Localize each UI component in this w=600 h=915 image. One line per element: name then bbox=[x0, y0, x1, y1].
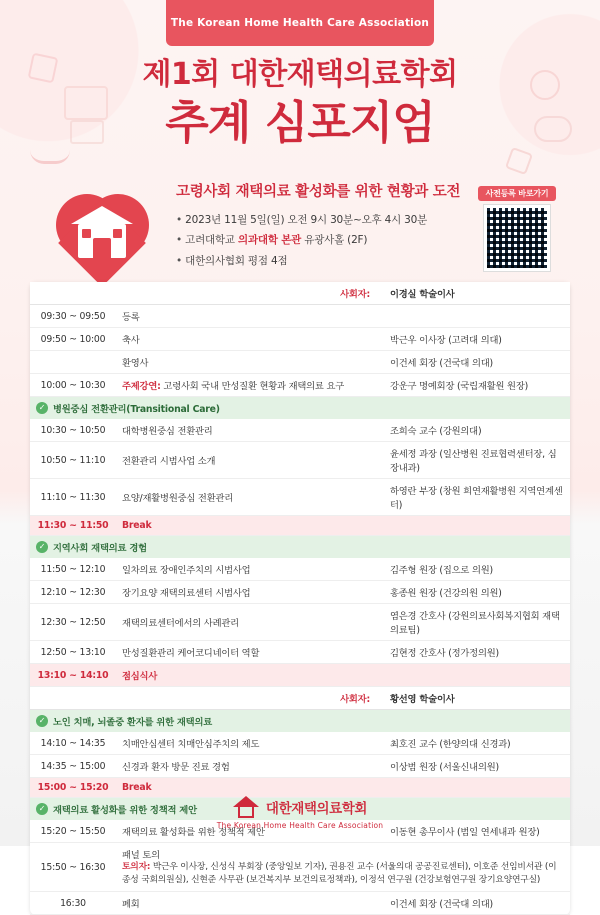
chair-name: 이경실 학술이사 bbox=[384, 282, 570, 305]
check-icon: ✓ bbox=[36, 541, 48, 553]
session-time: 11:50 ~ 12:10 bbox=[30, 558, 116, 581]
program-break-row bbox=[30, 778, 570, 798]
program-section-header bbox=[30, 397, 570, 420]
title-block bbox=[0, 58, 600, 148]
chair-name: 황선영 학술이사 bbox=[384, 687, 570, 710]
session-time: 10:00 ~ 10:30 bbox=[30, 374, 116, 397]
program-row bbox=[30, 419, 570, 442]
session-time: 11:10 ~ 11:30 bbox=[30, 479, 116, 516]
detail-datetime: • 2023년 11월 5일(일) 오전 9시 30분~오후 4시 30분 bbox=[176, 210, 476, 230]
session-title: 재택의료센터에서의 사례관리 bbox=[116, 604, 384, 641]
program-row bbox=[30, 732, 570, 755]
session-title: 일차의료 장애인주치의 시범사업 bbox=[116, 558, 384, 581]
break-time: 13:10 ~ 14:10 bbox=[30, 664, 116, 687]
detail-credits: • 대한의사협회 평점 4점 bbox=[176, 251, 476, 271]
program-row bbox=[30, 641, 570, 664]
program-break-row bbox=[30, 664, 570, 687]
program-section-header bbox=[30, 710, 570, 733]
house-logo-icon bbox=[233, 796, 259, 818]
session-speaker: 이건세 회장 (건국대 의대) bbox=[384, 892, 570, 915]
qr-code-image[interactable] bbox=[484, 205, 550, 271]
session-speaker: 박근우 이사장 (고려대 의대) bbox=[384, 328, 570, 351]
session-title: 재택의료 활성화를 위한 정책적 제안 bbox=[116, 820, 384, 843]
program-row bbox=[30, 328, 570, 351]
break-person bbox=[384, 778, 570, 798]
break-label: 점심식사 bbox=[116, 664, 384, 687]
program-chair-row bbox=[30, 282, 570, 305]
event-subtitle: 고령사회 재택의료 활성화를 위한 현황과 도전 bbox=[176, 184, 461, 200]
chair-spacer bbox=[30, 687, 116, 710]
session-speaker: 김주형 원장 (집으로 의원) bbox=[384, 558, 570, 581]
session-speaker: 이동현 총무이사 (범일 연세내과 원장) bbox=[384, 820, 570, 843]
decorative-shape bbox=[505, 147, 533, 175]
program-row bbox=[30, 305, 570, 328]
check-icon: ✓ bbox=[36, 803, 48, 815]
session-speaker bbox=[384, 305, 570, 328]
program-chair-row bbox=[30, 687, 570, 710]
session-title: 치매안심센터 치매안심주치의 제도 bbox=[116, 732, 384, 755]
check-icon: ✓ bbox=[36, 402, 48, 414]
event-title-line1: 제1회 대한재택의료학회 bbox=[142, 57, 458, 92]
program-row bbox=[30, 581, 570, 604]
program-row bbox=[30, 351, 570, 374]
session-title: 전환관리 시범사업 소개 bbox=[116, 442, 384, 479]
session-speaker: 조희숙 교수 (강원의대) bbox=[384, 419, 570, 442]
break-time: 15:00 ~ 15:20 bbox=[30, 778, 116, 798]
section-label: ✓ 병원중심 전환관리(Transitional Care) bbox=[30, 397, 570, 420]
session-time: 12:10 ~ 12:30 bbox=[30, 581, 116, 604]
session-time: 09:50 ~ 10:00 bbox=[30, 328, 116, 351]
session-time: 14:10 ~ 14:35 bbox=[30, 732, 116, 755]
program-row bbox=[30, 374, 570, 397]
session-title: 요양/재활병원중심 전환관리 bbox=[116, 479, 384, 516]
session-time: 12:30 ~ 12:50 bbox=[30, 604, 116, 641]
session-time: 12:50 ~ 13:10 bbox=[30, 641, 116, 664]
program-section-header bbox=[30, 536, 570, 559]
section-label: ✓ 지역사회 재택의료 경험 bbox=[30, 536, 570, 559]
session-time: 15:50 ~ 16:30 bbox=[30, 843, 116, 892]
session-speaker: 최호진 교수 (한양의대 신경과) bbox=[384, 732, 570, 755]
program-row bbox=[30, 442, 570, 479]
program-break-row bbox=[30, 516, 570, 536]
event-info bbox=[176, 180, 476, 271]
chair-spacer bbox=[30, 282, 116, 305]
decorative-shape bbox=[30, 150, 70, 164]
session-speaker: 하영란 부장 (창원 희연재활병원 지역연계센터) bbox=[384, 479, 570, 516]
session-time bbox=[30, 351, 116, 374]
program-row bbox=[30, 604, 570, 641]
session-title: 만성질환관리 케어코디네이터 역할 bbox=[116, 641, 384, 664]
session-speaker: 강운구 명예회장 (국립재활원 원장) bbox=[384, 374, 570, 397]
footer-logo bbox=[0, 796, 600, 818]
session-time: 10:50 ~ 11:10 bbox=[30, 442, 116, 479]
session-time: 10:30 ~ 10:50 bbox=[30, 419, 116, 442]
program-row bbox=[30, 755, 570, 778]
chair-label-cell: 사회자: bbox=[116, 687, 384, 710]
preregistration-qr[interactable] bbox=[478, 186, 556, 271]
session-speaker: 염은경 간호사 (강원의료사회복지협회 재택의료팀) bbox=[384, 604, 570, 641]
break-person bbox=[384, 516, 570, 536]
session-speaker: 김현정 간호사 (정가정의원) bbox=[384, 641, 570, 664]
session-time: 14:35 ~ 15:00 bbox=[30, 755, 116, 778]
check-icon: ✓ bbox=[36, 715, 48, 727]
house-icon bbox=[74, 218, 130, 262]
association-ribbon: The Korean Home Health Care Association bbox=[166, 0, 434, 46]
program-row bbox=[30, 892, 570, 915]
session-speaker: 이건세 회장 (건국대 의대) bbox=[384, 351, 570, 374]
chair-label-cell: 사회자: bbox=[116, 282, 384, 305]
session-title: 대학병원중심 전환관리 bbox=[116, 419, 384, 442]
break-time: 11:30 ~ 11:50 bbox=[30, 516, 116, 536]
program-row bbox=[30, 558, 570, 581]
session-title: 축사 bbox=[116, 328, 384, 351]
session-speaker: 홍종원 원장 (건강의원 의원) bbox=[384, 581, 570, 604]
session-speaker: 윤세정 과장 (일산병원 진료협력센터장, 심장내과) bbox=[384, 442, 570, 479]
break-label: Break bbox=[116, 778, 384, 798]
session-title: 등록 bbox=[116, 305, 384, 328]
footer bbox=[0, 796, 600, 830]
event-title-line2: 추계 심포지엄 bbox=[165, 95, 435, 149]
session-title: 폐회 bbox=[116, 892, 384, 915]
footer-org-ko: 대한재택의료학회 bbox=[265, 801, 368, 817]
section-label: ✓ 노인 치매, 뇌졸중 환자를 위한 재택의료 bbox=[30, 710, 570, 733]
heart-house-illustration bbox=[38, 184, 188, 280]
break-label: Break bbox=[116, 516, 384, 536]
event-details-list bbox=[176, 210, 476, 271]
footer-org-en: The Korean Home Health Care Association bbox=[216, 821, 384, 830]
session-title: 환영사 bbox=[116, 351, 384, 374]
detail-venue: • 고려대학교 의과대학 본관 유광사홀 (2F) bbox=[176, 230, 476, 250]
session-title: 주제강연: 고령사회 국내 만성질환 현황과 재택의료 요구 bbox=[116, 374, 384, 397]
break-person bbox=[384, 664, 570, 687]
session-speaker: 이상범 원장 (서울신내의원) bbox=[384, 755, 570, 778]
session-time: 09:30 ~ 09:50 bbox=[30, 305, 116, 328]
program-panel-row bbox=[30, 843, 570, 892]
panel-discussion: 패널 토의 토의자: 박근우 이사장, 신성식 부회장 (중앙일보 기자), 권용진 교수 (서울의대 공공진료센터), 이호준 선임비서관 (이종성 국회의원실), 신현준 사무관 (보건복지부 보건의료정책과), 이정석 연구원 (건강보험연구원 장기요양연구실) bbox=[116, 843, 570, 892]
session-title: 신경과 환자 방문 진료 경험 bbox=[116, 755, 384, 778]
section-label: ✓ 재택의료 활성화를 위한 정책적 제안 bbox=[30, 798, 570, 821]
qr-label: 사전등록 바로가기 bbox=[478, 186, 556, 201]
session-time: 16:30 bbox=[30, 892, 116, 915]
program-row bbox=[30, 479, 570, 516]
session-title: 장기요양 재택의료센터 시범사업 bbox=[116, 581, 384, 604]
session-time: 15:20 ~ 15:50 bbox=[30, 820, 116, 843]
